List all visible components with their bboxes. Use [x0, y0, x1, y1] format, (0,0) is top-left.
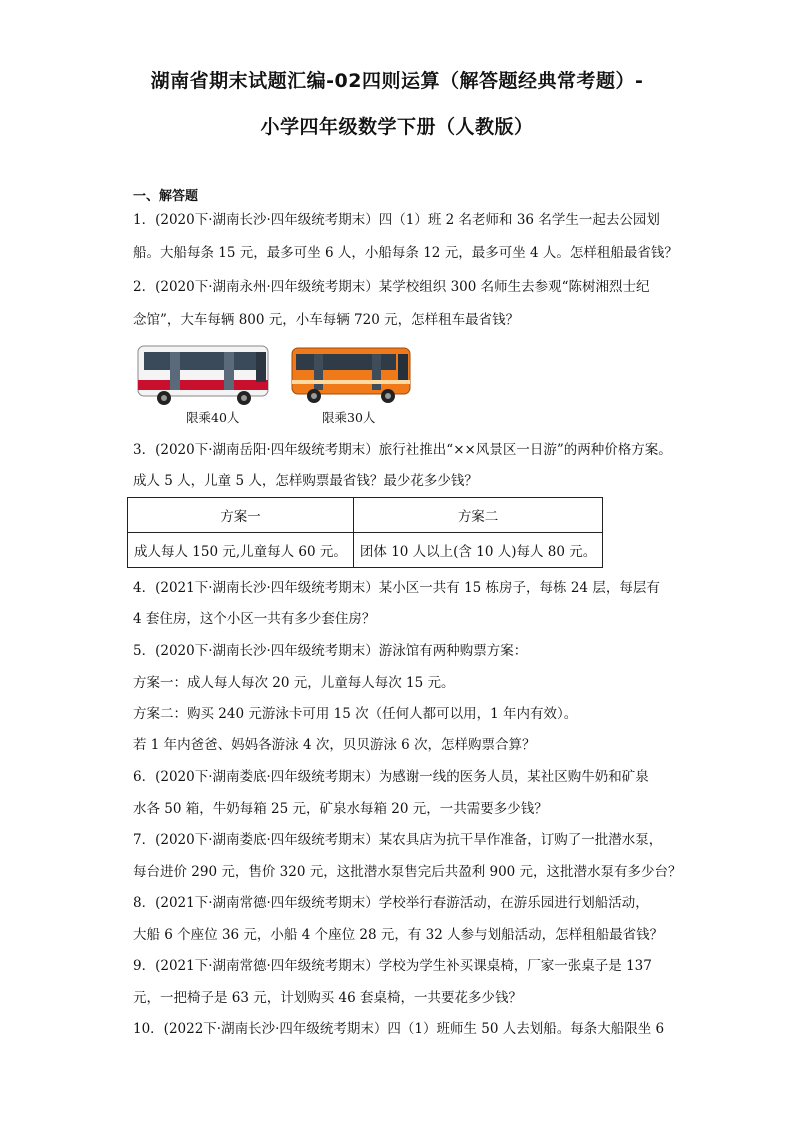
question-line: 9．(2021下·湖南常德·四年级统考期末）学校为学生补买课桌椅，厂家一张桌子是 137	[133, 958, 652, 974]
question-line: 方案一：成人每人每次 20 元，儿童每人每次 15 元。	[133, 675, 455, 691]
bus-40-image	[138, 346, 268, 405]
table-header-cell: 方案一	[128, 498, 354, 533]
question-line: 3．(2020下·湖南岳阳·四年级统考期末）旅行社推出“××风景区一日游”的两种价格方案。	[133, 442, 672, 458]
question-line: 8．(2021下·湖南常德·四年级统考期末）学校举行春游活动，在游乐园进行划船活动，	[133, 895, 649, 911]
question-line: 船。大船每条 15 元，最多可坐 6 人，小船每条 12 元，最多可坐 4 人。怎样租船最省钱？	[133, 245, 678, 261]
page-title-line-2: 小学四年级数学下册（人教版）	[260, 116, 534, 138]
question-line: 若 1 年内爸爸、妈妈各游泳 4 次，贝贝游泳 6 次，怎样购票合算？	[133, 737, 536, 753]
table-cell: 团体 10 人以上(含 10 人)每人 80 元。	[353, 533, 602, 568]
question-line: 5．(2020下·湖南长沙·四年级统考期末）游泳馆有两种购票方案：	[133, 643, 528, 659]
section-heading: 一、解答题	[133, 189, 199, 204]
question-line: 4 套住房，这个小区一共有多少套住房？	[133, 611, 376, 627]
question-line: 大船 6 个座位 36 元，小船 4 个座位 28 元，有 32 人参与划船活动，怎样租船最省钱？	[133, 927, 664, 943]
question-line: 水各 50 箱，牛奶每箱 25 元，矿泉水每箱 20 元，一共需要多少钱？	[133, 801, 548, 817]
question-line: 4．(2021下·湖南长沙·四年级统考期末）某小区一共有 15 栋房子，每栋 24 层，每层有	[133, 580, 660, 596]
question-line: 7．(2020下·湖南娄底·四年级统考期末）某农具店为抗干旱作准备，订购了一批潜水泵，	[133, 832, 663, 848]
question-line: 10．(2022下·湖南长沙·四年级统考期末）四（1）班师生 50 人去划船。每条大船限坐 6	[133, 1021, 665, 1037]
table-header-cell: 方案二	[353, 498, 602, 533]
price-plans-table	[127, 497, 603, 568]
question-line: 每台进价 290 元，售价 320 元，这批潜水泵售完后共盈利 900 元，这批潜水泵有多少台？	[133, 864, 682, 880]
question-line: 1．(2020下·湖南长沙·四年级统考期末）四（1）班 2 名老师和 36 名学生一起去公园划	[133, 212, 660, 228]
question-line: 元，一把椅子是 63 元，计划购买 46 套桌椅，一共要花多少钱？	[133, 990, 523, 1006]
bus-capacity-label: 限乘30人	[322, 410, 376, 425]
table-row	[128, 533, 603, 568]
question-line: 方案二：购买 240 元游泳卡可用 15 次（任何人都可以用，1 年内有效）。	[133, 706, 578, 722]
question-line: 念馆”，大车每辆 800 元，小车每辆 720 元，怎样租车最省钱？	[133, 312, 520, 328]
bus-capacity-label: 限乘40人	[186, 410, 240, 425]
table-cell: 成人每人 150 元,儿童每人 60 元。	[128, 533, 354, 568]
bus-illustrations	[136, 340, 426, 428]
table-row	[128, 498, 603, 533]
bus-30-image	[292, 348, 410, 403]
question-line: 成人 5 人，儿童 5 人，怎样购票最省钱？最少花多少钱？	[133, 473, 478, 489]
question-line: 2．(2020下·湖南永州·四年级统考期末）某学校组织 300 名师生去参观“陈树湘烈士纪	[133, 279, 650, 295]
bus-image-group	[136, 340, 426, 410]
page-title-line-1: 湖南省期末试题汇编-02四则运算（解答题经典常考题）-	[150, 70, 644, 92]
question-line: 6．(2020下·湖南娄底·四年级统考期末）为感谢一线的医务人员，某社区购牛奶和矿泉	[133, 769, 649, 785]
